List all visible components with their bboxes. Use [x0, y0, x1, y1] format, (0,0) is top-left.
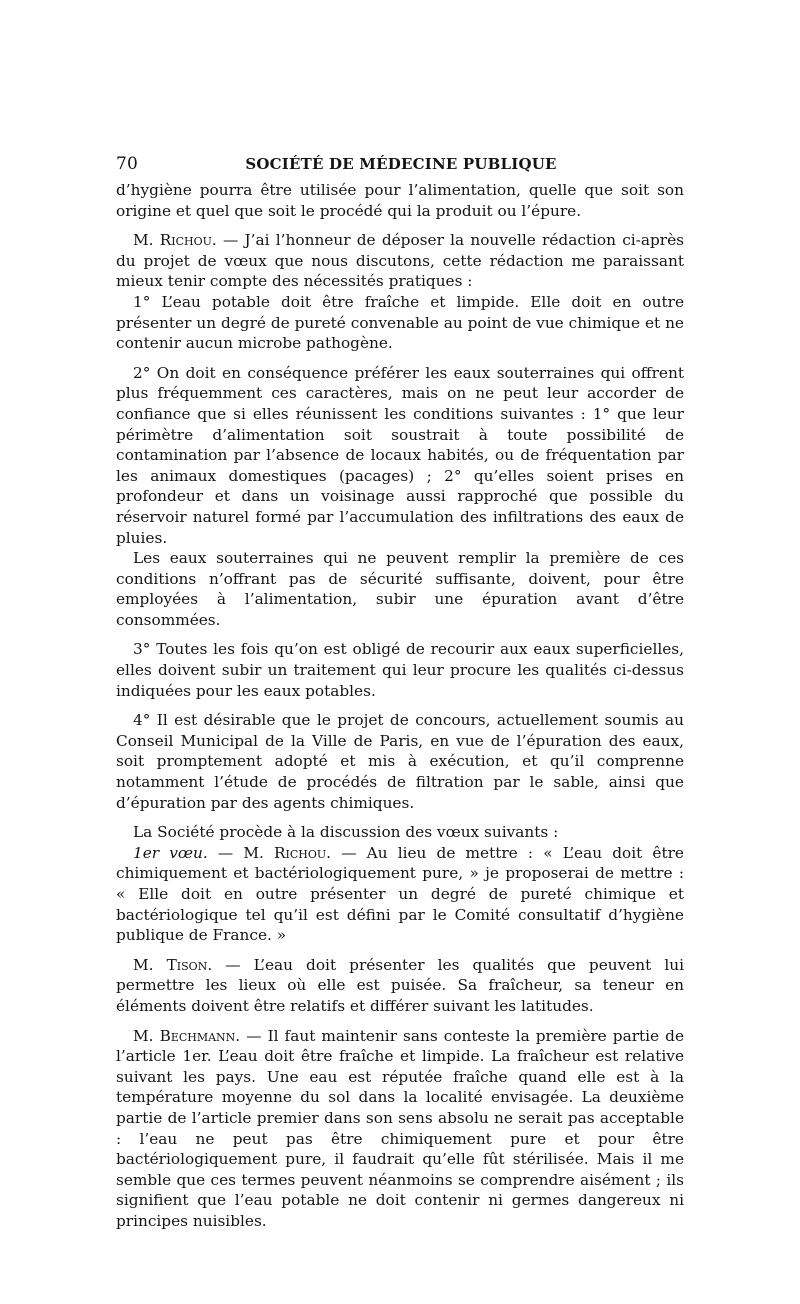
paragraph-premier-voeu: 1er vœu. — M. Richou. — Au lieu de mettre : « L’eau doit être chimiquement et bactériologiquement pure, » je proposerai de mettre : « Elle doit en outre présenter un degré de pureté chimique et bactériologique tel qu’il est défini par le Comité consultatif d’hygiène publique de France. »	[116, 843, 684, 945]
paragraph-item-1	[116, 292, 684, 354]
paragraph-tison	[116, 955, 684, 1017]
paragraph-continuation	[116, 180, 684, 221]
paragraph-eaux-souterraines	[116, 548, 684, 630]
paragraph-text: 3° Toutes les fois qu’on est obligé de recourir aux eaux superficielles, elles doivent subir un traitement qui leur procure les qualités ci-dessus indiquées pour les eaux potables.	[116, 640, 684, 700]
paragraph-item-3	[116, 639, 684, 701]
paragraph-text: La Société procède à la discussion des vœux suivants :	[133, 823, 559, 842]
paragraph-item-2	[116, 363, 684, 548]
voeu-label: 1er vœu.	[133, 843, 208, 862]
paragraph-bechmann	[116, 1026, 684, 1232]
paragraph-text: 1° L’eau potable doit être fraîche et limpide. Elle doit en outre présenter un degré de pureté convenable au point de vue chimique et ne contenir aucun microbe pathogène.	[116, 292, 684, 353]
running-title: SOCIÉTÉ DE MÉDECINE PUBLIQUE	[245, 155, 557, 173]
speaker-name: M. Tison.	[133, 955, 213, 974]
paragraph-text: 4° Il est désirable que le projet de concours, actuellement soumis au Conseil Municipal de la Ville de Paris, en vue de l’épuration des eaux, soit promptement adopté et mis à exécution, et qu’il comprenne notamment l’étude de procédés de filtration par le sable, ainsi que d’épuration par des agents chimiques.	[116, 711, 684, 812]
paragraph-text: — Il faut maintenir sans conteste la première partie de l’article 1er. L’eau doit être fraîche et limpide. La fraîcheur est relative suivant les pays. Une eau est réputée fraîche quand elle est à la température moyenne du sol dans la localité envisagée. La deuxième partie de l’article premier dans son sens absolu ne serait pas acceptable : l’eau ne peut pas être chimiquement pure et pour être bactériologiquement pure, il faudrait qu’elle fût stérilisée. Mais il me semble que ces termes peuvent néanmoins se comprendre aisément ; ils signifient que l’eau potable ne doit contenir ni germes dangereux ni principes nuisibles.	[116, 1026, 684, 1230]
paragraph-richou-statement	[116, 230, 684, 292]
speaker-name: M. Richou.	[133, 231, 217, 250]
page-number: 70	[116, 154, 139, 174]
paragraph-item-4	[116, 710, 684, 813]
paragraph-text: — J’ai l’honneur de déposer la nouvelle rédaction ci-après du projet de vœux que nous discutons, cette rédaction me paraissant mieux tenir compte des nécessités pratiques :	[116, 231, 684, 291]
paragraph-text: 2° On doit en conséquence préférer les eaux souterraines qui offrent plus fréquemment ces caractères, mais on ne peut leur accorder de confiance que si elles réunissent les conditions suivantes : 1° que leur périmètre d’alimentation soit soustrait à toute possibilité de contamination par l’absence de locaux habités, ou de fréquentation par les animaux domestiques (pacages) ; 2° qu’elles soient prises en profondeur et dans un voisinage aussi rapproché que possible du réservoir naturel formé par l’accumulation des infiltrations des eaux de pluies.	[116, 363, 684, 547]
paragraph-text: — Au lieu de mettre : « L’eau doit être chimiquement et bactériologiquement pure, » je proposerai de mettre : « Elle doit en outre présenter un degré de pureté chimique et bactériologique tel qu’il est défini par le Comité consultatif d’hygiène publique de France. »	[116, 843, 684, 945]
page-header	[116, 154, 684, 174]
paragraph-discussion-intro	[116, 822, 684, 843]
paragraph-text: Les eaux souterraines qui ne peuvent remplir la première de ces conditions n’offrant pas de sécurité suffisante, doivent, pour être employées à l’alimentation, subir une épuration avant d’être consommées.	[116, 549, 684, 629]
document-page	[116, 154, 684, 1232]
paragraph-text: — L’eau doit présenter les qualités que peuvent lui permettre les lieux où elle est puisée. Sa fraîcheur, sa teneur en éléments doivent être relatifs et différer suivant les latitudes.	[116, 955, 684, 1015]
paragraph-text: d’hygiène pourra être utilisée pour l’alimentation, quelle que soit son origine et quel que soit le procédé qui la produit ou l’épure.	[116, 181, 684, 220]
speaker-name: M. Bechmann.	[133, 1026, 241, 1045]
speaker-name: M. Richou.	[243, 843, 332, 862]
